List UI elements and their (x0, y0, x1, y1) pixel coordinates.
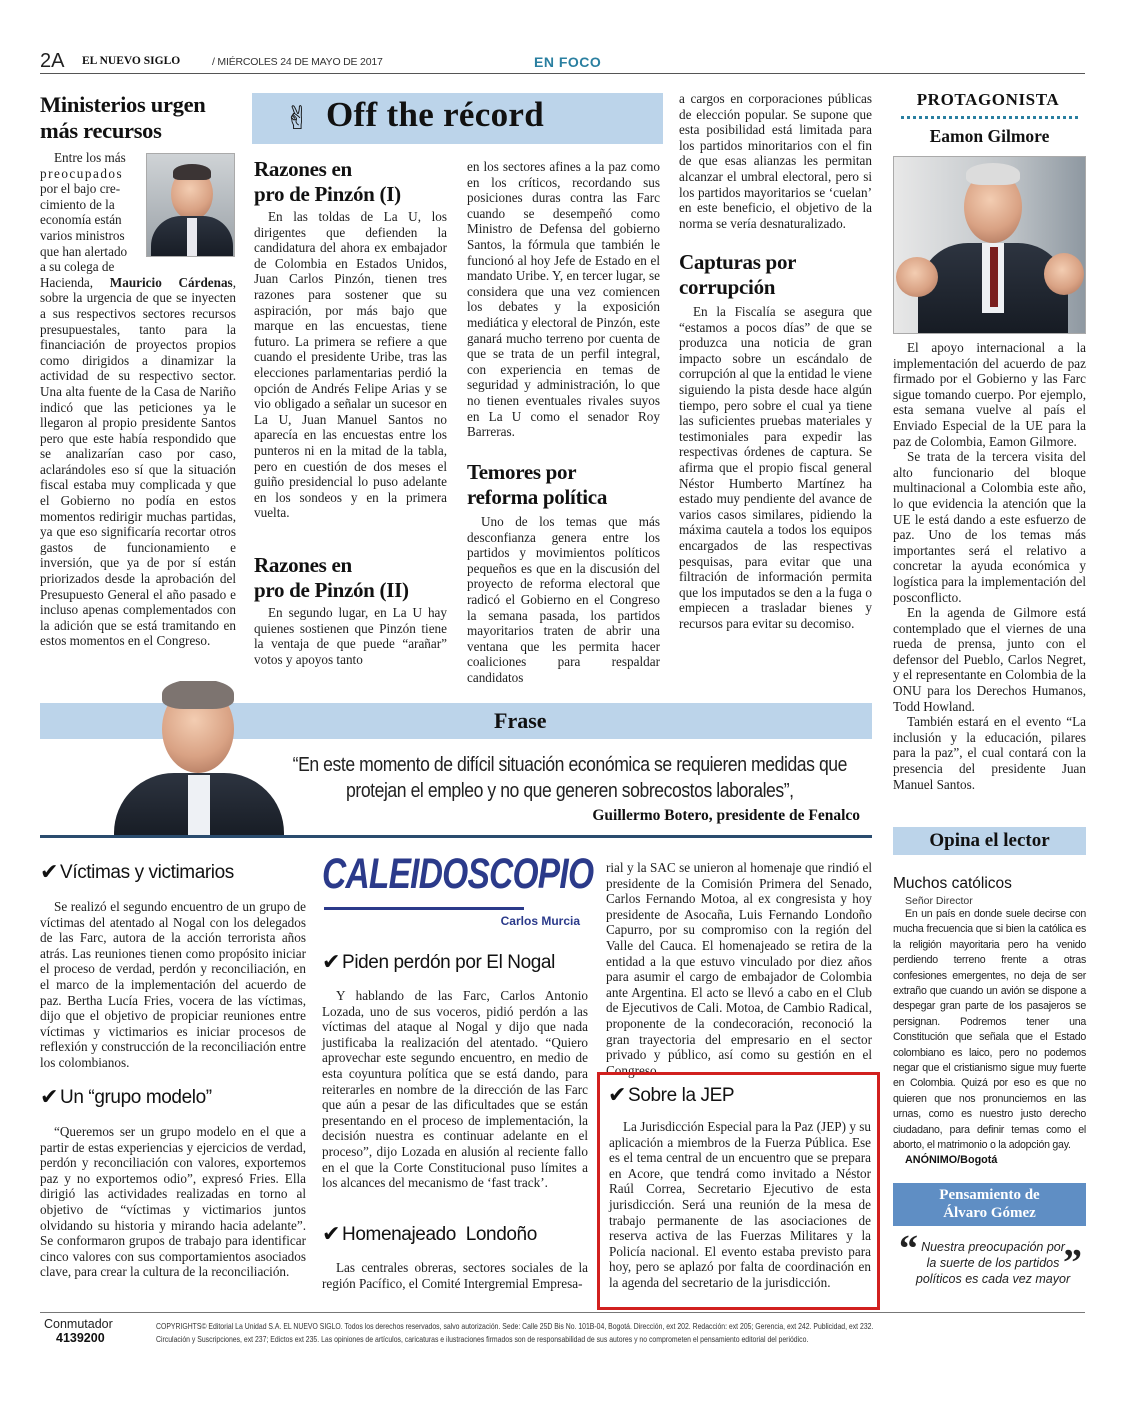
item-body: Las centrales obreras, sectores sociales de la región Pacífico, el Comité Intergremial Empresa- (322, 1260, 588, 1291)
wrapped-line: preocupados (40, 165, 124, 181)
page-header (40, 50, 1085, 74)
paragraph: En la agenda de Gilmore está contemplado que el viernes de una rueda de prensa, junto con el defensor del Pueblo, Carlos Negret, y el representante en Colombia de la ONU para los Derechos Humanos, Todd Howland. (893, 605, 1086, 714)
item-body: “Queremos ser un grupo modelo en el que a partir de estas experiencias y ejercicios de verdad, perdón y reconciliación con valores, exportemos paz y no exportemos odio”, expresó Fries. Ella dirigió las actividades realizadas en torno al objetivo de “víctimas y victimarios juntos olvidando su historia y mirando hacia adelante”. Se conformaron grupos de trabajo para identificar cinco valores con sus comportamientos asociados clave, para crear la cultura de la reconciliación. (40, 1124, 306, 1280)
article-title: Ministerios urgen más recursos (40, 92, 206, 143)
banner-title: Off the récord (326, 95, 544, 134)
caleidoscopio-title: CALEIDOSCOPIO (322, 850, 594, 898)
item-body: Y hablando de las Farc, Carlos Antonio Lozada, uno de sus voceros, pidió perdón a las víctimas del ataque al Nogal y dijo que nada justificaba la realización del atentado. “Quiero aprovechar este segundo encuentro, en medio de esta coyuntura política que se está dando, para reiterarles en nombre de la dirección de las Farc que aún a pesar de las dificultades que se están presentando en el proceso de implementación, la decisión nuestra es continuar adelante en el proceso”, dijo Lozada en alusión al reciente fallo en el que la Corte Constitucional puso límites a los alcances del mecanismo de ‘fast track’. (322, 988, 588, 1191)
pensamiento-box (893, 1183, 1086, 1286)
checkmark-icon: ✔ (322, 1222, 341, 1247)
article-ministerios (40, 92, 236, 649)
article-title: Capturas por corrupción (679, 250, 797, 299)
item-title: Víctimas y victimarios (60, 861, 234, 883)
photo-eamon-gilmore (893, 156, 1086, 334)
paragraph: El apoyo internacional a la implementación del acuerdo de paz firmado por el Gobierno y las Farc sigue tomando cuerpo. Por ejemplo, esta semana vuelve al país el Enviado Especial de la UE para la paz de Colombia, Eamon Gilmore. (893, 340, 1086, 449)
photo-guillermo-botero (100, 681, 300, 838)
wrapped-line: a su colega de (40, 259, 115, 275)
article-title: Razones en pro de Pinzón (I) (254, 157, 401, 206)
item-homenajeado-continued: rial y la SAC se unieron al homenaje que rindió el presidente de la Comisión Primera del Senado, Carlos Fernando Motoa, al ex congresista y hoy presidente de Asocaña, Luis Fernando Londoño Capurro, por su compromiso con la región del Valle del Cauca. El homenajeado se retira de la entidad a la que estuvo vinculado por diez años para asumir el cargo de embajador de Colombia ante Argentina. El acto se llevó a cabo en el Club de Ejecutivos de Cali. Motoa, de Cambio Radical, proponente de la condecoración, reconoció la gran trayectoria del empresario en el sector privado y público, así como su gestión en el Congreso. (606, 860, 872, 1078)
wrapped-line: que han alertado (40, 243, 128, 259)
protagonista-box (893, 90, 1086, 792)
article-pinzon-1 (254, 157, 447, 521)
dotted-divider (901, 116, 1078, 119)
wrapped-line: por el bajo cre- (40, 181, 121, 197)
item-title: Un “grupo modelo” (60, 1086, 212, 1108)
caleidoscopio-author: Carlos Murcia (500, 914, 580, 928)
letter-salutation: Señor Director (905, 895, 973, 907)
copyright-line: COPYRIGHTS© Editorial La Unidad S.A. EL NUEVO SIGLO. Todos los derechos reservados, salvo autorización. Sede: Calle 25D Bis No. 101B-04, Bogotá. Dirección, ext 202. Redacción: ext 205; Gerencia, ext 242. Publicidad, ext 232. (156, 1321, 874, 1331)
bold-name: Mauricio Cárdenas (109, 274, 233, 290)
item-sobre-la-jep (597, 1072, 880, 1310)
article-body: En la Fiscalía se asegura que “estamos a pocos días” de que se produzca una noticia de gran impacto sobre un escándalo de corrupción al que la entidad le viene siguiendo la pista desde hace algún tiempo, pero sobre el cual ya tiene las suficientes pruebas materiales y testimoniales para expedir las respectivas órdenes de captura. Se afirma que el propio fiscal general Néstor Humberto Martínez ha estado muy pendiente del avance de varios casos similares, pidiendo la máxima cautela a todos los equipos encargados de las respectivas pesquisas, para evitar que una filtración de información permita que los imputados se den a la fuga o empiecen a trasladar bienes y recursos para evitar su decomiso. (679, 304, 872, 631)
item-title: Piden perdón por El Nogal (342, 951, 555, 973)
article-body: , sobre la urgencia de que se inyecten a sus respectivos sectores recursos presupuestales, tanto para la financiación de proyectos propios como dirigidos a dinamizar la actividad de su respectivo sector. Una alta fuente de la Casa de Nariño indicó que las peticiones ya le llegaron al propio presidente Santos pero que este había respondido que se analizarían caso por caso, aclarándoles eso sí que la situación fiscal estaba muy complicada y que el Gobierno no podía en estos momentos redirigir muchas partidas, ya que eso significaría recortar otros gastos de funcionamiento e inversión, que ya de por sí están priorizados desde la aprobación del Presupuesto General el año pasado e incluso apenas complementados con la adición que se está tramitando en estos momentos en el Congreso. (40, 274, 236, 649)
item-piden-perdon (322, 950, 588, 1191)
item-title: Sobre la JEP (628, 1084, 735, 1106)
protagonista-name: Eamon Gilmore (929, 126, 1050, 146)
newspaper-name: EL NUEVO SIGLO (82, 55, 181, 67)
opina-label: Opina el lector (929, 830, 1050, 851)
letter-body: En un país en donde suele decirse con mucha frecuencia que si bien la católica es la religión mayoritaria pero ha venido perdiendo terreno frente a otras confesiones emergentes, no deja de ser extraño que cuando un avión se dispone a despegar gran parte de los pasajeros se persignan. Podremos tener una Constitución que señala que el Estado colombiano es laico, pero no podemos negar que el cristianismo sigue muy fuerte en Colombia. Quizá por eso es que no quieren que nos pronunciemos en las urnas, como es nuestro justo derecho ciudadano, para definir temas como el aborto, el matrimonio o la adopción gay. (893, 908, 1086, 1152)
article-reforma-continued: a cargos en corporaciones públicas de elección popular. Se supone que esta posibilidad está limitada para los partidos minoritarios con el fin de que esas alianzas les permitan alcanzar el umbral electoral, pero si los partidos mayoritarios se ‘cuelan’ en este beneficio, el objetivo de la norma se vería desnaturalizado. (679, 91, 872, 231)
article-title: Temores por reforma política (467, 460, 608, 509)
paragraph: Se trata de la tercera visita del alto funcionario del bloque multinacional a Colombia este año, lo que evidencia la atención que la UE le está dando a este esfuerzo de paz. Uno de los temas más importantes será el relativo a concretar la ayuda económica y logística para la implementación del posconflicto. (893, 449, 1086, 605)
article-reforma-politica (467, 460, 660, 686)
quote-marks-icon: “ (899, 1228, 918, 1270)
frase-bottom-rule (40, 835, 872, 838)
item-victimas (40, 860, 306, 1071)
frase-quote: “En este momento de difícil situación económica se requieren medidas que protejan el empleo y no que generen sobrecostos laborales”, (292, 754, 847, 802)
item-grupo-modelo (40, 1085, 306, 1280)
article-pinzon-2-continued: en los sectores afines a la paz como en los críticos, recordando sus posiciones duras contra las Farc cuando se desempeñó como Ministro de Defensa del gobierno Santos, la fórmula que también le funcionó al hoy Jefe de Estado en el mandato Uribe. Y, en tercer lugar, se considera que una vez comiencen los debates y la exposición mediática y electoral de Pinzón, este ganará mucho terreno por cuenta de que se trata de un perfil integral, con experiencia en temas de seguridad y administración, lo que no tienen eventuales rivales suyos en La U como el senador Roy Barreras. (467, 159, 660, 440)
wrapped-line: economía están (40, 212, 122, 228)
conmutador-label: Conmutador (44, 1317, 113, 1331)
masthead-rule (324, 907, 524, 910)
pensamiento-label: Álvaro Gómez (943, 1205, 1036, 1221)
article-title: Razones en pro de Pinzón (II) (254, 553, 409, 602)
photo-mauricio-cardenas (146, 153, 235, 257)
opina-box (893, 827, 1086, 1166)
text-lead: Hacienda, (40, 274, 110, 290)
quote-marks-icon: ” (1063, 1242, 1082, 1284)
opina-header (893, 827, 1086, 855)
victory-hand-icon: ✌ (284, 99, 311, 137)
checkmark-icon: ✔ (322, 950, 341, 975)
issue-date: / MIÉRCOLES 24 DE MAYO DE 2017 (212, 56, 383, 68)
wrapped-line: Entre los más (54, 150, 126, 165)
article-body: En las toldas de La U, los dirigentes que defienden la candidatura del ahora ex embajador de Colombia en Estados Unidos, Juan Carlos Pinzón, tienen tres razones para sostener que su aspiración, por más bajo que marque en las encuestas, tiene futuro. La primera se refiere a que cuando el presidente Uribe, tras las elecciones parlamentarias perdió la opción de Andrés Felipe Arias y se vio obligado a señalar un sucesor en La U, Juan Manuel Santos no aparecía en las encuestas entre los punteros ni en la mitad de la tabla, pero en cuestión de dos meses el guiño presidencial lo puso adelante en los sondeos y en la primera vuelta. (254, 209, 447, 521)
pensamiento-quote: Nuestra preocupación por la suerte de los partidos políticos es cada vez mayor (915, 1240, 1071, 1286)
letter-signature: ANÓNIMO/Bogotá (905, 1153, 998, 1166)
checkmark-icon: ✔ (40, 860, 59, 885)
page-footer (40, 1312, 1085, 1352)
conmutador-number: 4139200 (56, 1331, 105, 1345)
wrapped-line: cimiento de la (40, 196, 115, 212)
pensamiento-label: Pensamiento de (939, 1187, 1040, 1203)
frase-box (40, 703, 872, 838)
pensamiento-header (893, 1183, 1086, 1226)
checkmark-icon: ✔ (40, 1085, 59, 1110)
item-body: La Jurisdicción Especial para la Paz (JEP) y su aplicación a miembros de la Fuerza Pública. Ese es el tema central de un encuentro que se prepara en Acore, que tendrá como invitado a Néstor Raúl Correa, Secretario Ejecutivo de esta jurisdicción. Será una reunión de la mesa de trabajo permanente de las asociaciones de reserva activa de las Fuerzas Militares y la Policía nacional. El evento estaba previsto para hoy, pero se aplazó por falta de coordinación en la agenda del secretario de la jurisdicción. (609, 1119, 871, 1290)
wrapped-line: varios ministros (40, 227, 125, 243)
item-body: Se realizó el segundo encuentro de un grupo de víctimas del atentado al Nogal con los delegados de las Farc, autora de la acción terrorista años atrás. Las reuniones tienen como propósito iniciar el proceso de verdad, perdón y reconciliación, en el marco de la implementación del acuerdo de paz. Bertha Lucía Fries, vocera de las víctimas, dijo que el objetivo de propiciar reuniones entre víctimas y victimarios es iniciar procesos de reflexión y construcción de la reconciliación entre los colombianos. (40, 899, 306, 1070)
article-body: Uno de los temas que más desconfianza genera entre los partidos y movimientos políticos pequeños es que en la discusión del proyecto de reforma electoral que radicó el Gobierno en el Congreso la semana pasada, los partidos mayoritarios traten de abrir una ventana que les permita hacer coaliciones para respaldar candidatos (467, 514, 660, 685)
protagonista-label: PROTAGONISTA (916, 90, 1060, 109)
page-number: 2A (40, 50, 65, 72)
caleidoscopio-masthead (322, 850, 594, 932)
off-record-banner (252, 93, 663, 144)
article-pinzon-2 (254, 553, 447, 667)
item-homenajeado (322, 1222, 588, 1291)
copyright-line: Circulación y Suscripciones, ext 237; Edictos ext 235. Las opiniones de artículos, caricaturas e ilustraciones firmados son de responsabilidad de sus autores y no comprometen el pensamiento editorial del periódico. (156, 1334, 809, 1344)
checkmark-icon: ✔ (608, 1083, 627, 1108)
item-title: Homenajeado Londoño (342, 1223, 537, 1245)
article-capturas (679, 250, 872, 631)
paragraph: También estará en el evento “La inclusión y la educación, pilares para la paz”, el cual contará con la presencia del presidente Juan Manuel Santos. (893, 714, 1086, 792)
frase-label: Frase (494, 708, 547, 733)
frase-author: Guillermo Botero, presidente de Fenalco (592, 807, 860, 824)
letter-title: Muchos católicos (893, 875, 1012, 892)
section-name: EN FOCO (534, 54, 602, 70)
article-body: En segundo lugar, en La U hay quienes sostienen que Pinzón tiene la ventaja de que puede “arañar” votos y apoyos tanto (254, 605, 447, 667)
